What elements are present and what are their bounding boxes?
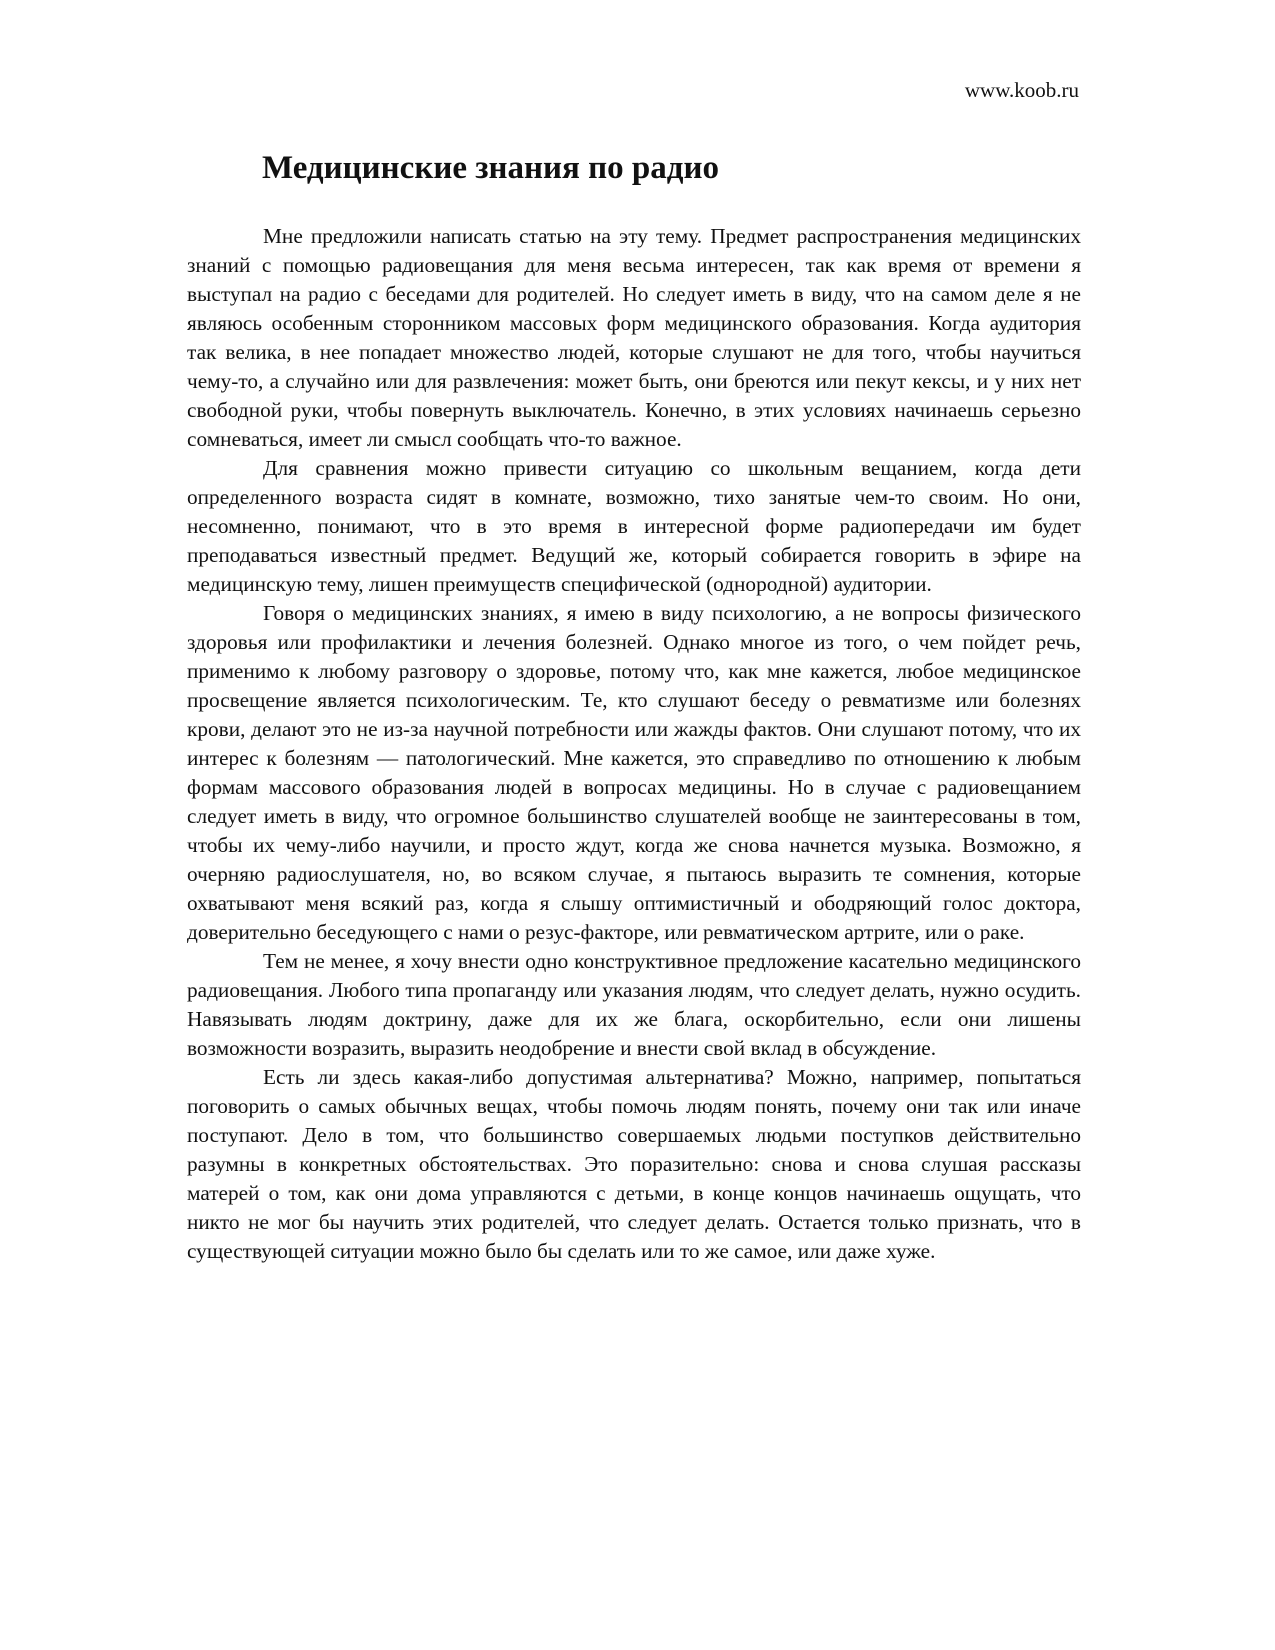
site-url: www.koob.ru <box>964 78 1079 102</box>
paragraph-1: Мне предложили написать статью на эту тему. Предмет распространения медицинских знаний с помощью радиовещания для меня весьма интересен, так как время от времени я выступал на радио с беседами для родителей. Но следует иметь в виду, что на самом деле я не являюсь особенным сторонником массовых форм медицинского образования. Когда аудитория так велика, в нее попадает множество людей, которые слушают не для того, чтобы научиться чему-то, а случайно или для развлечения: может быть, они бреются или пекут кексы, и у них нет свободной руки, чтобы повернуть выключатель. Конечно, в этих условиях начинаешь серьезно сомневаться, имеет ли смысл сообщать что-то важное. <box>187 224 1081 451</box>
article-title: Медицинские знания по радио <box>262 150 719 186</box>
paragraph-2: Для сравнения можно привести ситуацию со школьным вещанием, когда дети определенного возраста сидят в комнате, возможно, тихо занятые чем-то своим. Но они, несомненно, понимают, что в это время в интересной форме радиопередачи им будет преподаваться известный предмет. Ведущий же, который собирается говорить в эфире на медицинскую тему, лишен преимуществ специфической (однородной) аудитории. <box>187 456 1081 596</box>
paragraph-5: Есть ли здесь какая-либо допустимая альтернатива? Можно, например, попытаться поговорить о самых обычных вещах, чтобы помочь людям понять, почему они так или иначе поступают. Дело в том, что большинство совершаемых людьми поступков действительно разумны в конкретных обстоятельствах. Это поразительно: снова и снова слушая рассказы матерей о том, как они дома управляются с детьми, в конце концов начинаешь ощущать, что никто не мог бы научить этих родителей, что следует делать. Остается только признать, что в существующей ситуации можно было бы сделать или то же самое, или даже хуже. <box>187 1065 1081 1263</box>
article-body <box>187 222 1081 1266</box>
paragraph-3: Говоря о медицинских знаниях, я имею в виду психологию, а не вопросы физического здоровья или профилактики и лечения болезней. Однако многое из того, о чем пойдет речь, применимо к любому разговору о здоровье, потому что, как мне кажется, любое медицинское просвещение является психологическим. Те, кто слушают беседу о ревматизме или болезнях крови, делают это не из-за научной потребности или жажды фактов. Они слушают потому, что их интерес к болезням — патологический. Мне кажется, это справедливо по отношению к любым формам массового образования людей в вопросах медицины. Но в случае с радиовещанием следует иметь в виду, что огромное большинство слушателей вообще не заинтересованы в том, чтобы их чему-либо научили, и просто ждут, когда же снова начнется музыка. Возможно, я очерняю радиослушателя, но, во всяком случае, я пытаюсь выразить те сомнения, которые охватывают меня всякий раз, когда я слышу оптимистичный и ободряющий голос доктора, доверительно беседующего с нами о резус-факторе, или ревматическом артрите, или о раке. <box>187 601 1081 944</box>
paragraph-4: Тем не менее, я хочу внести одно конструктивное предложение касательно медицинского радиовещания. Любого типа пропаганду или указания людям, что следует делать, нужно осудить. Навязывать людям доктрину, даже для их же блага, оскорбительно, если они лишены возможности возразить, выразить неодобрение и внести свой вклад в обсуждение. <box>187 949 1081 1060</box>
